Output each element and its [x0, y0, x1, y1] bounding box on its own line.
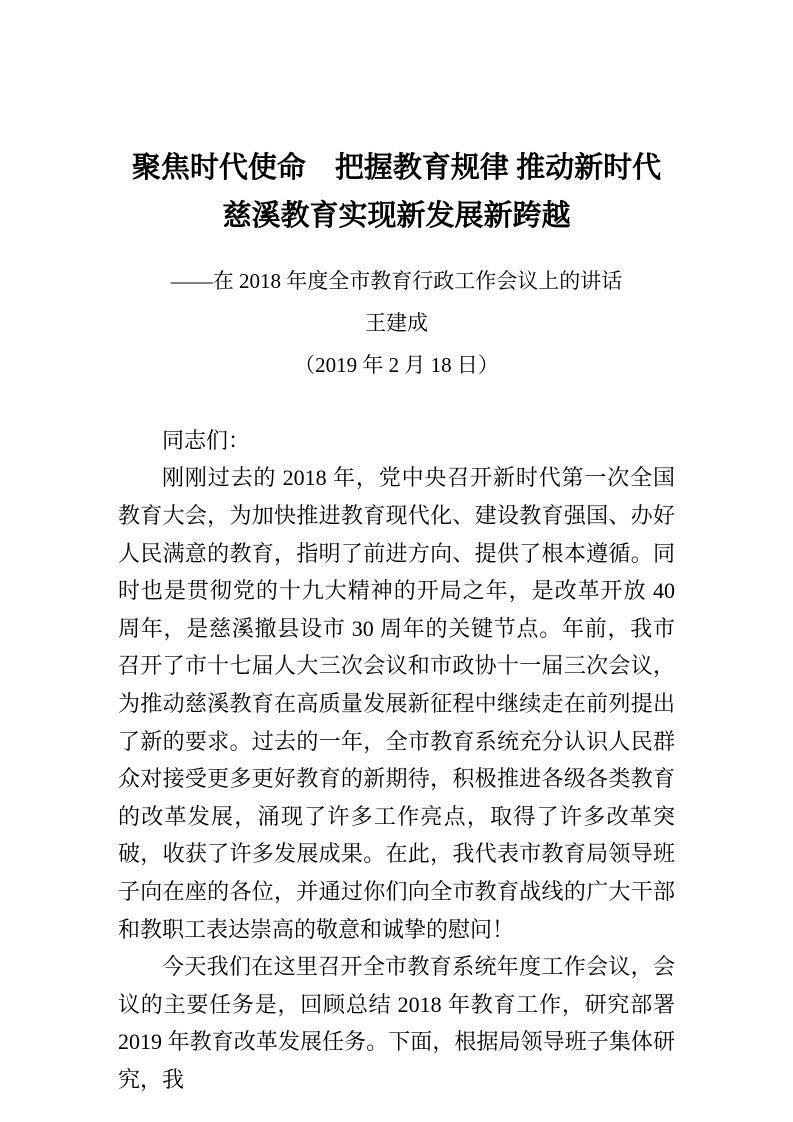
salutation-line: 同志们：: [162, 427, 251, 453]
document-date: （2019 年 2 月 18 日）: [294, 352, 499, 377]
document-subtitle: ——在 2018 年度全市教育行政工作会议上的讲话: [170, 268, 623, 293]
document-title-line-1: 聚焦时代使命 把握教育规律 推动新时代: [131, 152, 662, 185]
document-title: [118, 144, 675, 240]
body-paragraph-1: 刚刚过去的 2018 年，党中央召开新时代第一次全国教育大会，为加快推进教育现代化、建设教育强国、办好人民满意的教育，指明了前进方向、提供了根本遵循。同时也是贯彻党的十九大精神的开局之年，是改革开放 40 周年，是慈溪撤县设市 30 周年的关键节点。年前，我市召开了市十七届人大三次会议和市政协十一届三次会议，为推动慈溪教育在高质量发展新征程中继续走在前列提出了新的要求。过去的一年，全市教育系统充分认识人民群众对接受更多更好教育的新期待，积极推进各级各类教育的改革发展，涌现了许多工作亮点，取得了许多改革突破，收获了许多发展成果。在此，我代表市教育局领导班子向在座的各位，并通过你们向全市教育战线的广大干部和教职工表达崇高的敬意和诚挚的慰问！: [118, 465, 675, 942]
document-body: [118, 422, 675, 1099]
body-paragraph-2: 今天我们在这里召开全市教育系统年度工作会议，会议的主要任务是，回顾总结 2018 年教育工作，研究部署 2019 年教育改革发展任务。下面，根据局领导班子集体研究，我: [118, 954, 675, 1092]
document-author: 王建成: [365, 310, 428, 335]
document-title-line-2: 慈溪教育实现新发展新跨越: [222, 200, 571, 233]
